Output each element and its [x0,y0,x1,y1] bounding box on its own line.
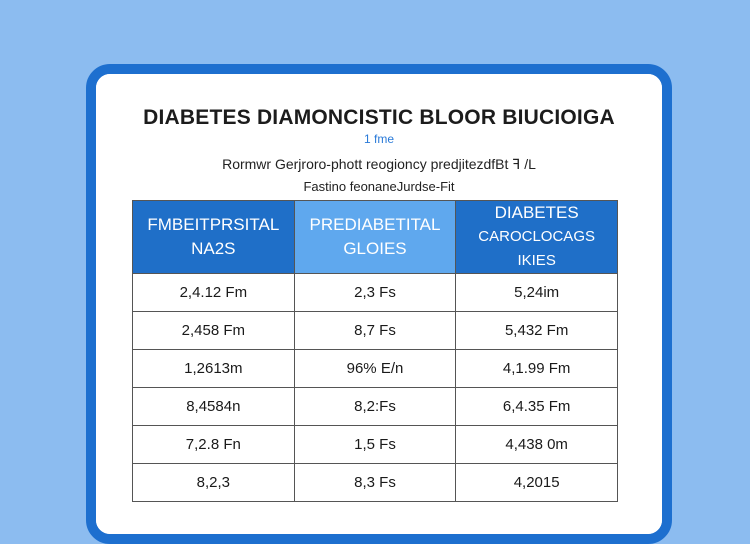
subtitle: 1 fme [363,132,394,146]
table-cell: 1,5 Fs [294,426,456,464]
table-cell: 4,1.99 Fm [456,350,618,388]
table-cell: 4,2015 [456,464,618,502]
table-row [133,426,618,464]
table-cell: 6,4.35 Fm [456,388,618,426]
card-body [96,74,662,534]
header-line-2: CAROCLOCAGS IKIES [478,228,595,269]
page-title: DIABETES DIAMONCISTIC BLOOR BIUCIOIGA [143,106,615,129]
header-line-2: GLOIES [343,239,407,258]
table-row [133,274,618,312]
header-line-2: NA2S [191,239,236,258]
table-row [133,312,618,350]
table-row [133,388,618,426]
table-row [133,464,618,502]
header-line-1: DIABETES [494,203,579,222]
glucose-table [132,200,618,502]
table-cell: 5,24im [456,274,618,312]
table-cell: 8,2,3 [133,464,295,502]
column-header-diabetes [456,201,618,274]
table-cell: 7,2.8 Fn [133,426,295,464]
table-cell: 2,458 Fm [133,312,295,350]
table-cell: 8,3 Fs [294,464,456,502]
header-line-1: PREDIABETITAL [309,215,441,234]
chart-card [86,64,672,544]
table-cell: 4,438 0m [456,426,618,464]
description-line-1: Rormwr Gerjroro-phott reogioncy predjitezdfBt ꟻ /L [222,156,536,172]
table-cell: 2,3 Fs [294,274,456,312]
table-cell: 1,2613m [133,350,295,388]
table-cell: 5,432 Fm [456,312,618,350]
table-header-row [133,201,618,274]
header-line-1: FMBEITPRSITAL [147,215,280,234]
column-header-normal [133,201,295,274]
table-cell: 8,2:Fs [294,388,456,426]
description-line-2: Fastino feonaneJurdse-Fit [303,179,455,194]
table-cell: 8,7 Fs [294,312,456,350]
table-cell: 2,4.12 Fm [133,274,295,312]
table-row [133,350,618,388]
table-cell: 8,4584n [133,388,295,426]
table-cell: 96% E/n [294,350,456,388]
column-header-prediabetes [294,201,456,274]
